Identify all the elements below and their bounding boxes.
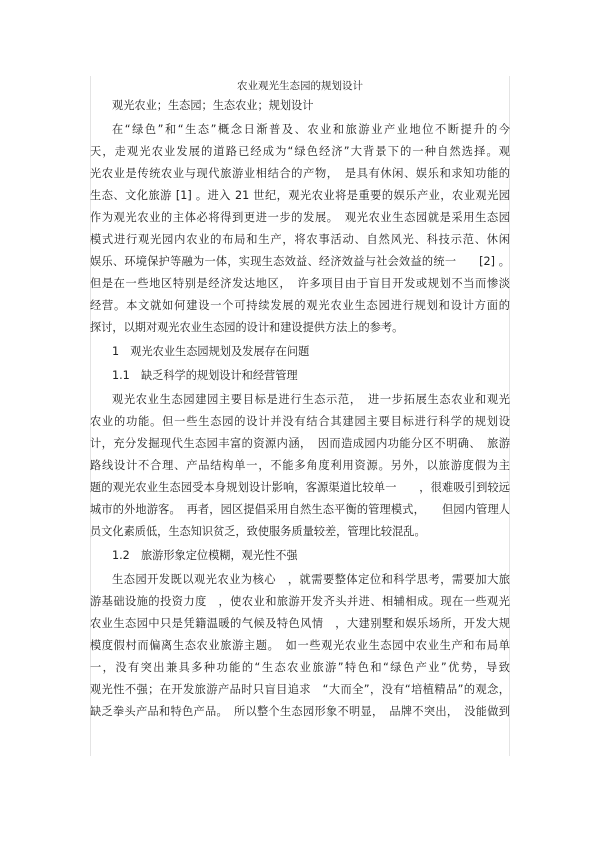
- section-1-1-line-4: 路线设计不合理、产品结构单一，不能多角度利用资源。另外，以旅游度假为主: [90, 459, 510, 472]
- section-1-1-line-5: 题的观光农业生态园受本身规划设计影响，客源渠道比较单一 ，很难吸引到较远: [90, 481, 510, 494]
- document-title: 农业观光生态园的规划设计: [237, 80, 363, 92]
- intro-line-7: 娱乐、环境保护等融为一体，实现生态效益、经济效益与社会效益的统一 [2] 。: [90, 255, 510, 268]
- section-heading-1: 1 观光农业生态园规划及发展存在问题: [112, 345, 310, 358]
- section-1-2-line-2: 游基础设施的投资力度 ，使农业和旅游开发齐头并进、相辅相成。现在一些观光: [90, 595, 510, 608]
- intro-line-10: 探讨，以期对观光农业生态园的设计和建设提供方法上的参考。: [90, 321, 404, 334]
- section-1-2-line-5: 一，没有突出兼具多种功能的“生态农业旅游”特色和“绿色产业”优势，导致: [90, 661, 510, 674]
- section-1-1-line-1: 观光农业生态园建园主要目标是进行生态示范， 进一步拓展生态农业和观光: [112, 393, 510, 406]
- section-1-2-line-7: 缺乏拳头产品和特色产品。 所以整个生态园形象不明显， 品牌不突出， 没能做到: [90, 705, 510, 718]
- section-1-1-line-6: 城市的外地游客。 再者，园区提倡采用自然生态平衡的管理模式， 但园内管理人: [90, 503, 510, 516]
- section-1-1-line-2: 农业的功能。但一些生态园的设计并没有结合其建园主要目标进行科学的规划设: [90, 415, 510, 428]
- section-1-1-line-3: 计，充分发掘现代生态园丰富的资源内涵， 因而造成园内功能分区不明确、 旅游: [90, 437, 510, 450]
- section-heading-1-1: 1.1 缺乏科学的规划设计和经营管理: [112, 369, 298, 382]
- intro-line-8: 但是在一些地区特别是经济发达地区， 许多项目由于盲目开发或规划不当而惨淡: [90, 277, 510, 290]
- section-1-2-line-1: 生态园开发既以观光农业为核心 ，就需要整体定位和科学思考，需要加大旅: [112, 573, 510, 586]
- section-heading-1-2: 1.2 旅游形象定位模糊，观光性不强: [112, 549, 298, 562]
- intro-line-5: 作为观光农业的主体必将得到更进一步的发展。 观光农业生态园就是采用生态园: [90, 211, 510, 224]
- intro-line-3: 光农业是传统农业与现代旅游业相结合的产物， 是具有休闲、娱乐和求知功能的: [90, 167, 510, 180]
- section-1-2-line-3: 农业生态园中只是凭籍温暖的气候及特色风情 ，大建别墅和娱乐场所，开发大规: [90, 617, 510, 630]
- keywords-line: 观光农业；生态园；生态农业；规划设计: [112, 99, 314, 112]
- intro-line-9: 经营。本文就如何建设一个可持续发展的观光农业生态园进行规划和设计方面的: [90, 299, 510, 312]
- section-1-1-line-7: 员文化素质低，生态知识贫乏，致使服务质量较差，管理比较混乱。: [90, 525, 426, 538]
- section-1-2-line-4: 模度假村而偏离生态农业旅游主题。 如一些观光农业生态园中农业生产和布局单: [90, 639, 510, 652]
- intro-line-1: 在“绿色”和“生态”概念日渐普及、农业和旅游业产业地位不断提升的今: [112, 123, 510, 136]
- intro-line-4: 生态、文化旅游 [1] 。进入 21 世纪，观光农业将是重要的娱乐产业，农业观光园: [90, 189, 510, 202]
- section-1-2-line-6: 观光性不强；在开发旅游产品时只盲目追求 “大而全”，没有“培植精品”的观念，: [90, 683, 510, 696]
- intro-line-6: 模式进行观光园内农业的布局和生产，将农事活动、自然风光、科技示范、休闲: [90, 233, 510, 246]
- intro-line-2: 天，走观光农业发展的道路已经成为“绿色经济”大背景下的一种自然选择。观: [90, 145, 510, 158]
